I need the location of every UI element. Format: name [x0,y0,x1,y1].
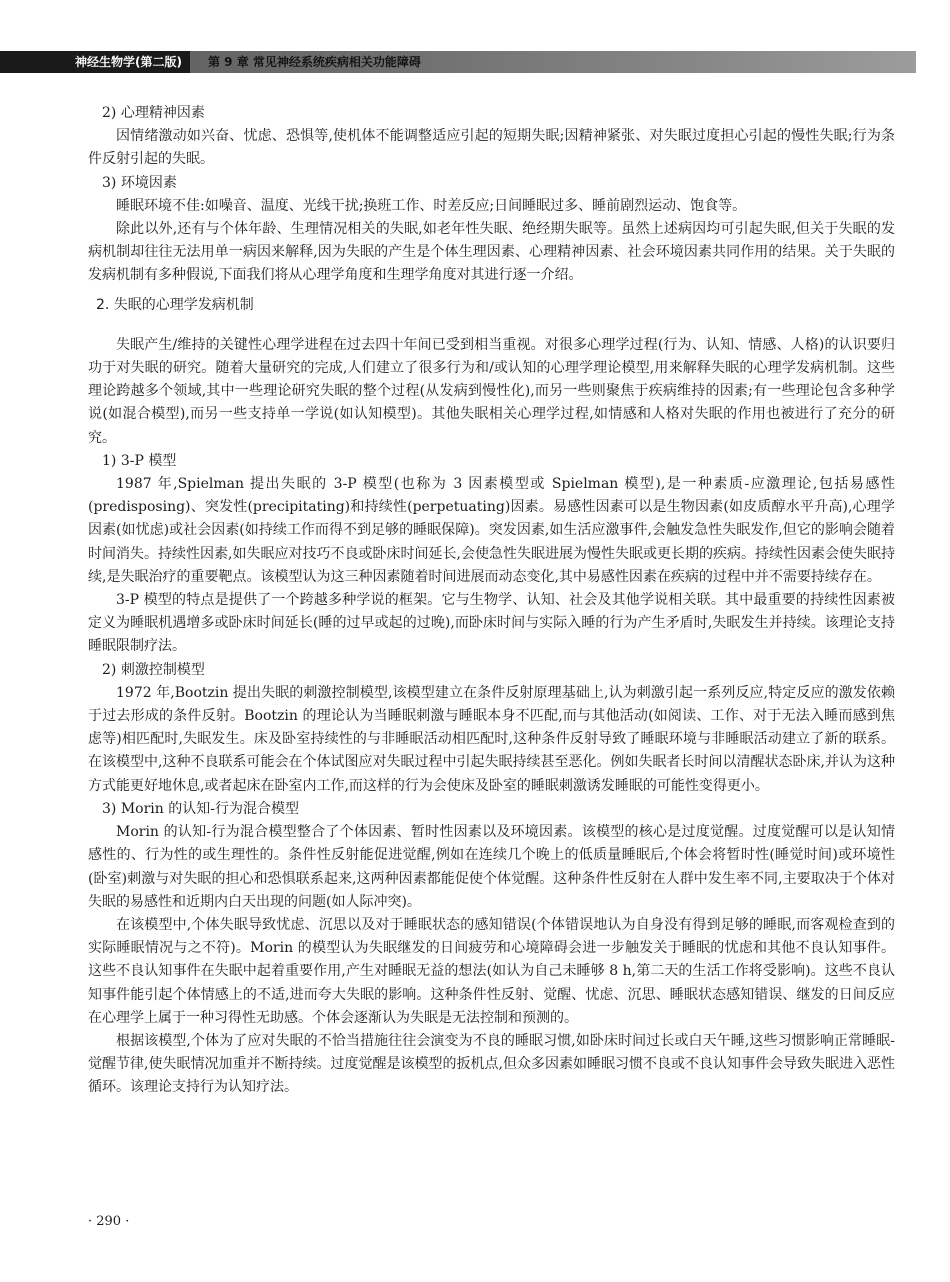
chapter-title: 第 9 章 常见神经系统疾病相关功能障碍 [208,55,421,69]
subheading-psych: 2) 心理精神因素 [102,105,205,121]
page-body [88,102,895,1100]
paragraph: 因情绪激动如兴奋、忧虑、恐惧等,使机体不能调整适应引起的短期失眠;因精神紧张、对失眠过度担心引起的慢性失眠;行为条件反射引起的失眠。 [88,128,895,168]
paragraph: 除此以外,还有与个体年龄、生理情况相关的失眠,如老年性失眠、绝经期失眠等。虽然上述病因均可引起失眠,但关于失眠的发病机制却往往无法用单一病因来解释,因为失眠的产生是个体生理因素、心理精神因素、社会环境因素共同作用的结果。关于失眠的发病机制有多种假说,下面我们将从心理学角度和生理学角度对其进行逐一介绍。 [88,221,895,284]
running-header [0,51,916,73]
page-number: · 290 · [88,1214,130,1229]
subheading-env: 3) 环境因素 [102,174,177,191]
paragraph: 1972 年,Bootzin 提出失眠的刺激控制模型,该模型建立在条件反射原理基础上,认为刺激引起一系列反应,特定反应的激发依赖于过去形成的条件反射。Bootzin 的理论认为当睡眠刺激与睡眠本身不匹配,而与其他活动(如阅读、工作、对于无法入睡而感到焦虑等)相匹配时,失眠发生。床及卧室持续性的与非睡眠活动相匹配时,这种条件反射导致了睡眠环境与非睡眠活动建立了新的联系。在该模型中,这种不良联系可能会在个体试图应对失眠过程中引起失眠持续甚至恶化。例如失眠者长时间以清醒状态卧床,并认为这种方式能更好地休息,或者起床在卧室内工作,而这样的行为会使床及卧室的睡眠刺激诱发睡眠的可能性变得更小。 [88,684,895,794]
paragraph: 3-P 模型的特点是提供了一个跨越多种学说的框架。它与生物学、认知、社会及其他学说相关联。其中最重要的持续性因素被定义为睡眠机遇增多或卧床时间延长(睡的过早或起的过晚),而卧床时间与实际入睡的行为产生矛盾时,失眠发生并持续。该理论支持睡眠限制疗法。 [88,592,895,655]
book-title: 神经生物学(第二版) [0,51,190,73]
paragraph: Morin 的认知-行为混合模型整合了个体因素、暂时性因素以及环境因素。该模型的核心是过度觉醒。过度觉醒可以是认知情感性的、行为性的或生理性的。条件性反射能促进觉醒,例如在连续几个晚上的低质量睡眠后,个体会将暂时性(睡觉时间)或环境性(卧室)刺激与对失眠的担心和恐惧联系起来,这两种因素都能促使个体觉醒。这种条件性反射在人群中发生率不同,主要取决于个体对失眠的易感性和近期内白天出现的问题(如人际冲突)。 [88,824,895,910]
paragraph: 失眠产生/维持的关键性心理学进程在过去四十年间已受到相当重视。对很多心理学过程(行为、认知、情感、人格)的认识要归功于对失眠的研究。随着大量研究的完成,人们建立了很多行为和/或认知的心理学理论模型,用来解释失眠的心理学发病机制。这些理论跨越多个领域,其中一些理论研究失眠的整个过程(从发病到慢性化),而另一些则聚焦于疾病维持的因素;有一些理论包含多种学说(如混合模型),而另一些支持单一学说(如认知模型)。其他失眠相关心理学过程,如情感和人格对失眠的作用也被进行了充分的研究。 [88,336,895,446]
paragraph: 睡眠环境不佳:如噪音、温度、光线干扰;换班工作、时差反应;日间睡眠过多、睡前剧烈运动、饱食等。 [116,197,747,214]
subheading-3p: 1) 3-P 模型 [102,452,177,469]
subheading-stimulus: 2) 刺激控制模型 [102,661,205,678]
subheading-morin: 3) Morin 的认知-行为混合模型 [102,800,299,817]
paragraph: 在该模型中,个体失眠导致忧虑、沉思以及对于睡眠状态的感知错误(个体错误地认为自身没有得到足够的睡眠,而客观检查到的实际睡眠情况与之不符)。Morin 的模型认为失眠继发的日间疲劳和心境障碍会进一步触发关于睡眠的忧虑和其他不良认知事件。这些不良认知事件在失眠中起着重要作用,产生对睡眠无益的想法(如认为自己未睡够 8 h,第二天的生活工作将受影响)。这些不良认知事件能引起个体情感上的不适,进而夸大失眠的影响。这种条件性反射、觉醒、忧虑、沉思、睡眠状态感知错误、继发的日间反应在心理学上属于一种习得性无助感。个体会逐渐认为失眠是无法控制和预测的。 [88,916,895,1026]
section-title: 2. 失眠的心理学发病机制 [96,296,254,313]
paragraph: 1987 年,Spielman 提出失眠的 3-P 模型(也称为 3 因素模型或 Spielman 模型),是一种素质-应激理论,包括易感性(predisposing)、突发性(precipitating)和持续性(perpetuating)因素。易感性因素可以是生物因素(如皮质醇水平升高),心理学因素(如忧虑)或社会因素(如持续工作而得不到足够的睡眠保障)。突发因素,如生活应激事件,会触发急性失眠发作,但它的影响会随着时间消失。持续性因素,如失眠应对技巧不良或卧床时间延长,会使急性失眠进展为慢性失眠或更长期的疾病。持续性因素会使失眠持续,是失眠治疗的重要靶点。该模型认为这三种因素随着时间进展而动态变化,其中易感性因素在疾病的过程中并不需要持续存在。 [88,476,895,585]
paragraph: 根据该模型,个体为了应对失眠的不恰当措施往往会演变为不良的睡眠习惯,如卧床时间过长或白天午睡,这些习惯影响正常睡眠-觉醒节律,使失眠情况加重并不断持续。过度觉醒是该模型的扳机点,但众多因素如睡眠习惯不良或不良认知事件会导致失眠进入恶性循环。该理论支持行为认知疗法。 [88,1032,895,1096]
